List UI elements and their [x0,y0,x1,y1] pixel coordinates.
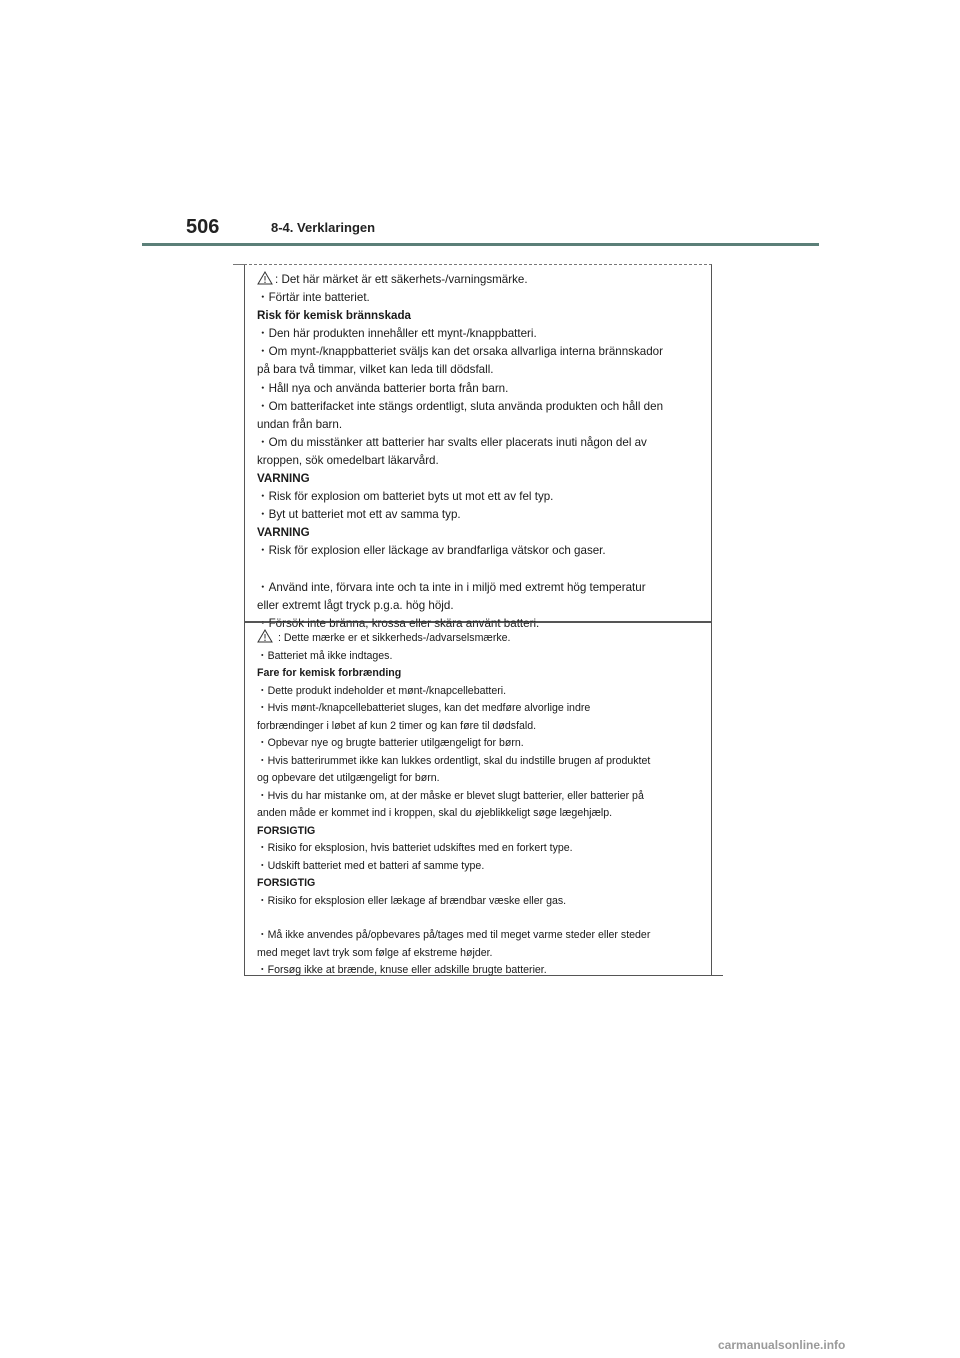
swedish-text-line: på bara två timmar, vilket kan leda till dödsfall. [257,363,494,377]
danish-heading: Fare for kemisk forbrænding [257,667,402,679]
danish-text-line: ・Hvis batterirummet ikke kan lukkes ordentligt, skal du indstille brugen af produktet [257,754,651,767]
swedish-text-line: ・Risk för explosion om batteriet byts ut mot ett av fel typ. [257,490,554,504]
swedish-spacer [257,561,701,579]
warning-triangle-icon [257,629,273,643]
swedish-text-line: ・Risk för explosion eller läckage av brandfarliga vätskor och gaser. [257,544,606,558]
danish-heading: FORSIGTIG [257,824,316,837]
danish-heading: FORSIGTIG [257,877,316,889]
danish-text-line: ・Opbevar nye og brugte batterier utilgængeligt for børn. [257,737,524,749]
section-title: 8-4. Verklaringen [271,220,376,235]
danish-text-line: og opbevare det utilgængeligt for børn. [257,772,440,784]
danish-text-line: ・Dette produkt indeholder et mønt-/knapcellebatteri. [257,684,507,697]
swedish-mark-text: : Det här märket är ett säkerhets-/varningsmärke. [275,273,528,286]
danish-spacer [257,910,701,927]
swedish-text-line: ・Byt ut batteriet mot ett av samma typ. [257,508,461,522]
danish-mark-line [257,629,701,648]
danish-warning-box [244,622,712,976]
swedish-text-lines [257,289,701,633]
danish-text-line: forbrændinger i løbet af kun 2 timer og kan føre til dødsfald. [257,719,537,732]
swedish-mark-line [257,271,701,289]
danish-text-line: med meget lavt tryk som følge af ekstreme højder. [257,946,493,959]
swedish-text-line: ・Om mynt-/knappbatteriet sväljs kan det orsaka allvarliga interna brännskador [257,345,663,359]
swedish-text-line: ・Den här produkten innehåller ett mynt-/knappbatteri. [257,327,537,341]
swedish-warning-box [244,264,712,630]
swedish-heading: VARNING [257,472,310,486]
page-number: 506 [186,216,220,238]
swedish-text-line: ・Använd inte, förvara inte och ta inte in i miljö med extremt hög temperatur [257,580,646,594]
warning-triangle-icon [257,271,273,285]
danish-text-lines [257,648,701,980]
danish-text-line: ・Hvis mønt-/knapcellebatteriet sluges, kan det medføre alvorlige indre [257,702,591,714]
swedish-text-line: ・Förtär inte batteriet. [257,291,370,305]
danish-text-line: ・Hvis du har mistanke om, at der måske er blevet slugt batterier, eller batterier på [257,789,644,802]
danish-text-line: ・Udskift batteriet med et batteri af samme type. [257,859,485,872]
watermark: carmanualsonline.info [718,1338,846,1352]
swedish-text-line: ・Försök inte bränna, krossa eller skära använt batteri. [257,616,540,630]
danish-text-line: anden måde er kommet ind i kroppen, skal du øjeblikkeligt søge lægehjælp. [257,807,613,819]
swedish-text-line: ・Håll nya och använda batterier borta från barn. [257,381,509,395]
swedish-text-line: kroppen, sök omedelbart läkarvård. [257,453,439,467]
swedish-text-line: eller extremt lågt tryck p.g.a. hög höjd. [257,598,454,612]
danish-text-line: ・Må ikke anvendes på/opbevares på/tages med til meget varme steder eller steder [257,929,651,941]
swedish-heading: Risk för kemisk brännskada [257,309,412,323]
swedish-text-line: ・Om du misstänker att batterier har svalts eller placerats inuti någon del av [257,435,647,449]
danish-mark-text: : Dette mærke er et sikkerheds-/advarselsmærke. [275,632,511,644]
swedish-text-line: undan från barn. [257,417,343,431]
danish-text-line: ・Batteriet må ikke indtages. [257,649,393,662]
header-divider [142,243,819,246]
danish-text-line: ・Forsøg ikke at brænde, knuse eller adskille brugte batterier. [257,964,547,976]
swedish-heading: VARNING [257,526,310,540]
danish-text-line: ・Risiko for eksplosion eller lækage af brændbar væske eller gas. [257,894,567,907]
danish-text-line: ・Risiko for eksplosion, hvis batteriet udskiftes med en forkert type. [257,842,573,854]
swedish-text-line: ・Om batterifacket inte stängs ordentligt, sluta använda produkten och håll den [257,399,664,413]
